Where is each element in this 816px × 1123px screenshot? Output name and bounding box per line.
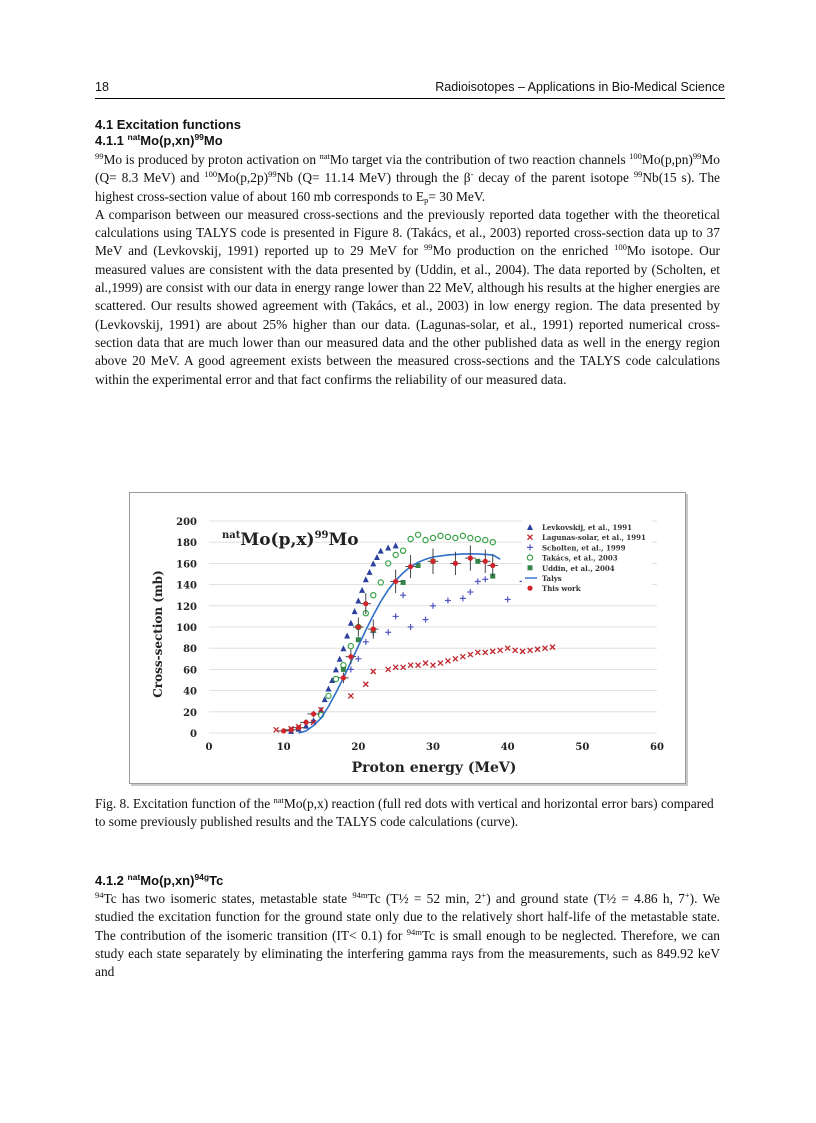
x-axis-label: Proton energy (MeV) — [351, 760, 517, 776]
data-point — [325, 685, 331, 691]
data-point — [355, 598, 361, 604]
data-point — [348, 620, 354, 626]
data-point — [363, 639, 369, 645]
x-tick-label: 30 — [426, 742, 440, 753]
data-point — [490, 563, 495, 568]
legend-label: This work — [542, 584, 581, 594]
data-point — [430, 603, 436, 609]
data-point — [467, 589, 473, 595]
data-point — [423, 661, 428, 666]
data-point — [401, 580, 406, 585]
data-point — [453, 535, 458, 540]
data-point — [348, 693, 353, 698]
data-point — [359, 587, 365, 593]
data-point — [520, 649, 525, 654]
chart-title: $^{nat}Mo(p,x)^{99}Mo$ — [222, 530, 359, 550]
data-point — [367, 569, 373, 575]
data-point — [483, 650, 488, 655]
series-this-work — [278, 545, 536, 733]
data-point — [475, 536, 480, 541]
data-point — [401, 548, 406, 553]
data-point — [393, 579, 398, 584]
series-lagunas-solar-et-al-1991 — [274, 645, 555, 733]
y-tick-label: 180 — [176, 538, 197, 550]
data-point — [311, 711, 316, 716]
section-title: Excitation functions — [116, 117, 241, 132]
series-levkovskij-et-al-1991 — [288, 542, 399, 734]
data-point — [296, 725, 301, 730]
data-point — [468, 652, 473, 657]
data-point — [483, 559, 488, 564]
y-tick-label: 140 — [176, 580, 197, 592]
data-point — [468, 535, 473, 540]
data-point — [445, 534, 450, 539]
data-point — [438, 533, 443, 538]
y-tick-label: 100 — [176, 623, 197, 634]
data-point — [363, 601, 368, 606]
talys-curve — [299, 554, 501, 733]
paragraph-1: $^{99}$Mo is produced by proton activation on $^{nat}$Mo target via the contribution of two reaction channels $^{100}Mo(p,pn)^{99}Mo$ (Q= 8.3 MeV) and $^{100}Mo(p,2p)^{99}Nb$ (Q= 11.14 MeV) through the β- decay of the parent isotope $^{99}$Nb(15 s). The highest cross-section value of about 160 mb corresponds to $E_p= 30$ MeV. — [95, 151, 721, 205]
data-point — [460, 533, 465, 538]
data-point — [423, 617, 429, 623]
data-point — [550, 645, 555, 650]
legend-label: Uddin, et al., 2004 — [542, 563, 615, 573]
section-heading-4-1-1: 4.1.1 $^{nat}Mo(p,xn)^{99}Mo$ — [95, 132, 223, 148]
data-point — [352, 608, 358, 614]
x-tick-label: 0 — [205, 742, 213, 753]
page-number: 18 — [95, 80, 109, 94]
data-point — [341, 667, 346, 672]
x-tick-label: 10 — [276, 742, 291, 753]
y-tick-label: 80 — [183, 644, 197, 656]
data-point — [468, 556, 473, 561]
y-tick-label: 200 — [176, 517, 197, 528]
legend-label: Levkovskij, et al., 1991 — [542, 523, 632, 532]
data-point — [430, 559, 435, 564]
data-point — [453, 561, 458, 566]
legend-swatch — [528, 565, 533, 570]
paragraph-3: $^{94}$Tc has two isomeric states, metastable state $^{94m}$Tc (T½ = 52 min, 2+) and ground state (T½ = 4.86 h, 7+). We studied the excitation function for the ground state only due to the relatively short half-life of the metastable state. The contribution of the isomeric transition (IT< 0.1) for $^{94m}$Tc is small enough to be neglected. Therefore, we can study each state separately by eliminating the interfering gamma rays from the measurements, such as 849.92 keV and — [95, 890, 720, 980]
data-point — [482, 576, 488, 582]
data-point — [445, 658, 450, 663]
data-point — [363, 682, 368, 687]
data-point — [460, 595, 466, 601]
data-point — [337, 656, 343, 662]
y-tick-label: 60 — [183, 665, 197, 677]
legend-swatch — [527, 586, 532, 591]
data-point — [475, 559, 480, 564]
data-point — [378, 548, 384, 554]
data-point — [355, 656, 361, 662]
data-point — [408, 536, 413, 541]
data-point — [363, 576, 369, 582]
section-heading-4-1-2: 4.1.2 $^{nat}Mo(p,xn)^{94g}Tc$ — [95, 872, 224, 888]
data-point — [475, 650, 480, 655]
data-point — [385, 545, 391, 551]
section-heading-4-1 — [95, 117, 241, 132]
data-point — [371, 627, 376, 632]
data-point — [475, 578, 481, 584]
data-point — [356, 624, 361, 629]
y-tick-label: 160 — [176, 559, 197, 571]
data-point — [505, 596, 511, 602]
data-point — [393, 613, 399, 619]
data-point — [326, 693, 331, 698]
data-point — [445, 598, 451, 604]
data-point — [385, 629, 391, 635]
data-point — [393, 542, 399, 548]
body-text-block — [95, 151, 720, 389]
data-point — [341, 675, 346, 680]
data-point — [303, 720, 308, 725]
data-point — [322, 696, 328, 702]
legend-label: Talys — [542, 574, 562, 583]
data-point — [535, 647, 540, 652]
legend-label: Takács, et al., 2003 — [542, 553, 618, 563]
excitation-function-chart — [130, 493, 685, 783]
data-point — [438, 661, 443, 666]
data-point — [393, 552, 398, 557]
x-tick-label: 40 — [500, 742, 515, 753]
body-text-block-2 — [95, 890, 720, 981]
data-point — [274, 727, 279, 732]
series-talys — [299, 554, 501, 733]
y-axis-label: Cross-section (mb) — [151, 570, 165, 698]
section-number: 4.1 — [95, 117, 114, 132]
data-point — [430, 535, 435, 540]
legend-label: Scholten, et al., 1999 — [542, 543, 626, 553]
chart-legend — [522, 520, 652, 595]
data-point — [408, 663, 413, 668]
data-point — [416, 663, 421, 668]
data-point — [348, 654, 353, 659]
data-point — [408, 624, 414, 630]
data-point — [329, 677, 335, 683]
data-point — [400, 592, 406, 598]
data-point — [333, 676, 338, 681]
y-tick-label: 20 — [183, 707, 197, 719]
data-point — [344, 632, 350, 638]
data-point — [415, 532, 420, 537]
legend-label: Lagunas-solar, et al., 1991 — [542, 533, 646, 543]
data-point — [371, 593, 376, 598]
data-point — [408, 564, 413, 569]
y-tick-label: 120 — [176, 601, 197, 613]
x-tick-label: 50 — [575, 742, 590, 753]
data-point — [374, 554, 380, 560]
x-tick-label: 60 — [650, 742, 664, 753]
paragraph-2: A comparison between our measured cross-sections and the previously reported data together with the theoretical calculations using TALYS code is presented in Figure 8. (Takács, et al., 2003) reported cross-section data up to 37 MeV and (Levkovskij, 1991) reported up to 29 MeV for $^{99}$Mo production on the enriched $^{100}$Mo isotope. Our measured values are consistent with the data presented by (Uddin, et al., 2004). The data reported by (Scholten, et al.,1999) are consist with our data in energy range lower than 22 MeV, although his results at the higher energies are scattered. Our results showed agreement with (Takács, et al., 2003) in low energy region. The data presented by (Levkovskij, 1991) are about 25% higher than our data. (Lagunas-solar, et al., 1991) reported numerical cross-section data that are much lower than our measured data and the other published data as well in the energy region above 20 MeV. A good agreement exists between the measured cross-sections and the TALYS code calculations within the experimental error and that fact confirms the reliability of our measured data. — [95, 206, 721, 387]
series-scholten-et-al-1999 — [348, 576, 548, 672]
data-point — [490, 649, 495, 654]
figure-8-frame — [129, 492, 686, 784]
y-tick-label: 40 — [183, 686, 197, 698]
running-header — [95, 80, 725, 99]
y-tick-label: 0 — [190, 729, 197, 740]
running-title: Radioisotopes – Applications in Bio-Medical Science — [435, 80, 725, 94]
figure-caption: Fig. 8. Excitation function of the $^{nat}$Mo(p,x) reaction (full red dots with vertical and horizontal error bars) compared to some previously published results and the TALYS code calculations (curve). — [95, 795, 714, 830]
data-point — [281, 728, 286, 733]
x-tick-label: 20 — [351, 742, 366, 753]
data-point — [431, 663, 436, 668]
data-point — [453, 656, 458, 661]
data-point — [460, 654, 465, 659]
